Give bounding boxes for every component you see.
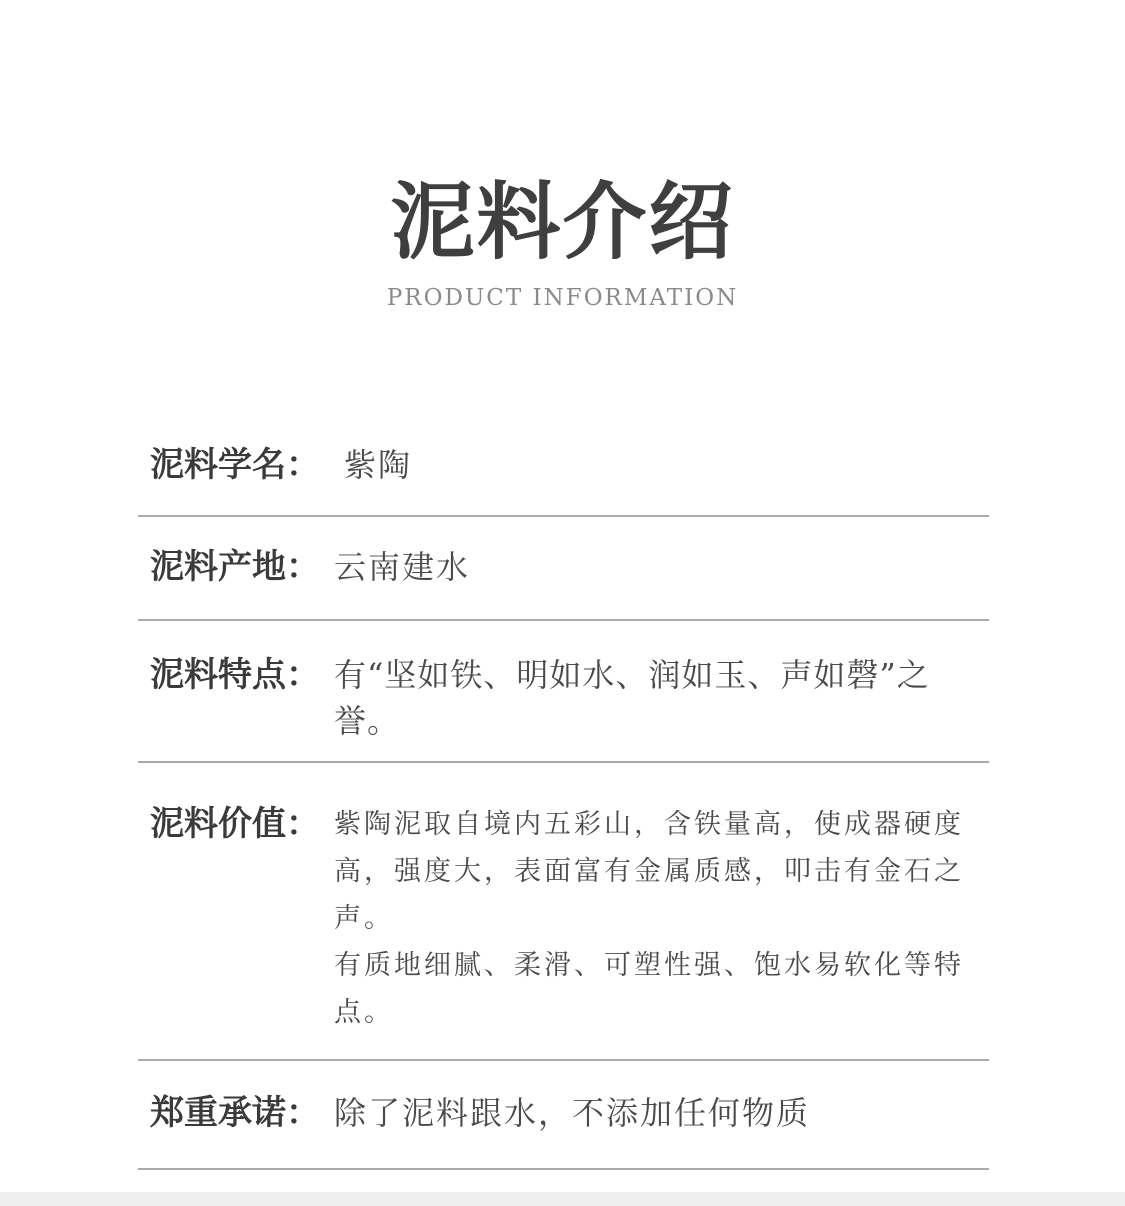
divider [138,761,989,763]
row-label-name: 泥料学名： [150,445,320,485]
row-label-value: 泥料价值： [150,804,320,844]
info-row-promise [138,1090,989,1138]
row-label-promise: 郑重承诺： [150,1093,320,1133]
divider [138,1059,989,1061]
row-value-promise: 除了泥料跟水，不添加任何物质 [334,1094,811,1132]
divider [138,1168,989,1170]
row-value-value [334,801,990,1036]
info-row-characteristics [138,652,989,748]
row-value-name: 紫陶 [344,446,413,484]
info-row-value [138,801,989,1041]
row-value-characteristics: 有“坚如铁、明如水、润如玉、声如磬”之誉。 [334,656,930,740]
row-label-characteristics: 泥料特点： [150,655,320,695]
row-label-origin: 泥料产地： [150,547,320,587]
page-subtitle: PRODUCT INFORMATION [386,285,739,311]
value-paragraph: 有质地细腻、柔滑、可塑性强、饱水易软化等特点。 [334,950,964,1028]
divider [138,619,989,621]
info-row-origin [138,544,989,592]
value-paragraph: 紫陶泥取自境内五彩山，含铁量高，使成器硬度高，强度大，表面富有金属质感，叩击有金石之声。 [334,809,964,934]
divider [138,515,989,517]
bottom-band [0,1192,1125,1206]
row-value-origin: 云南建水 [334,548,471,586]
info-row-name [138,442,989,490]
page-title: 泥料介绍 [390,173,735,271]
